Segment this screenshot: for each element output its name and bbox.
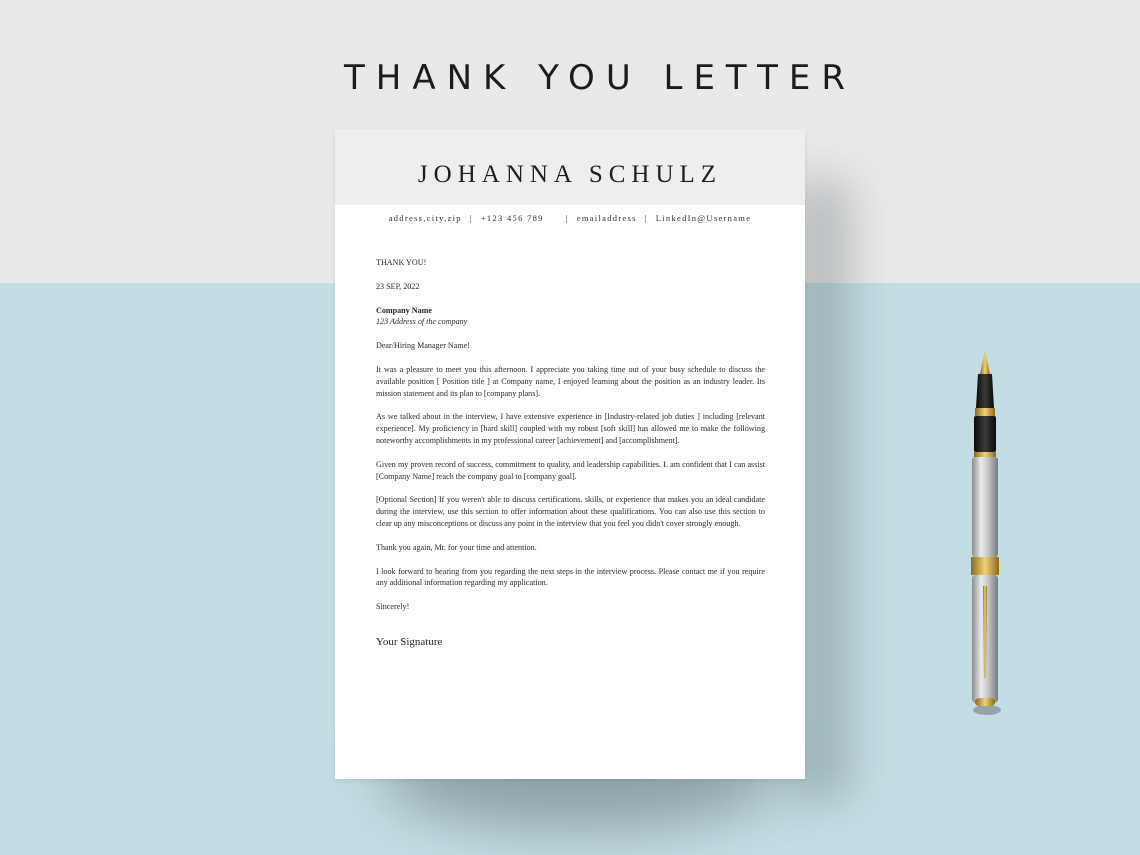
signature: Your Signature bbox=[376, 635, 443, 648]
closing: Sincerely! bbox=[376, 602, 410, 612]
sender-name: JOHANNA SCHULZ bbox=[417, 161, 723, 188]
contact-email: emailaddress bbox=[576, 213, 637, 223]
letter-body bbox=[376, 257, 765, 649]
contact-separator: | bbox=[469, 213, 473, 223]
paragraph-3: Given my proven record of success, commitment to quality, and leadership capabilities. I. am confident that I can assist [Company Name] reach the company goal to [company goal]. bbox=[376, 459, 765, 481]
letter-heading: THANK YOU! bbox=[376, 258, 427, 267]
contact-phone: +123 456 789 bbox=[480, 213, 544, 223]
contact-linkedin: LinkedIn@Username bbox=[655, 213, 752, 223]
banner-title: THANK YOU LETTER bbox=[344, 58, 856, 98]
company-address: 123 Address of the company bbox=[376, 317, 468, 327]
letter-date: 23 SEP, 2022 bbox=[376, 281, 420, 291]
fountain-pen-icon bbox=[963, 348, 1007, 718]
company-name: Company Name bbox=[376, 305, 432, 315]
contact-address: address,city,zip bbox=[388, 213, 462, 223]
paragraph-5: Thank you again, Mr. for your time and attention. bbox=[376, 542, 537, 552]
letter-page bbox=[335, 129, 805, 779]
paragraph-6: I look forward to hearing from you regarding the next steps in the interview process. Please contact me if you require any additional information regarding my application. bbox=[376, 566, 765, 588]
paragraph-4: [Optional Section] If you weren't able to discuss certifications. skills, or experience that makes you an ideal candidate during the interview, use this section to offer information about these qualifications. You can also use this section to clear up any misconceptions or discuss any point in the interview that you feel you didn't cover strongly enough. bbox=[376, 495, 765, 528]
paragraph-1: It was a pleasure to meet you this afternoon. I appreciate you taking time out of your busy schedule to discuss the available position [ Position title ] at Company name, I enjoyed learning about the position as an industry leader. Its mission statement and its plan to [company plans]. bbox=[376, 364, 765, 398]
salutation: Dear/Hiring Manager Name! bbox=[376, 341, 470, 351]
contact-row bbox=[335, 213, 805, 223]
paragraph-2: As we talked about in the interview, I have extensive experience in [Industry-related job duties ] including [relevant experience]. My proficiency in [hard skill] coupled with my robust [soft skill] has allowed me to make the following noteworthy accomplishments in my professional career [achievement] and [accomplishment]. bbox=[376, 412, 765, 445]
contact-separator: | bbox=[644, 213, 648, 223]
contact-separator: | bbox=[565, 213, 569, 223]
